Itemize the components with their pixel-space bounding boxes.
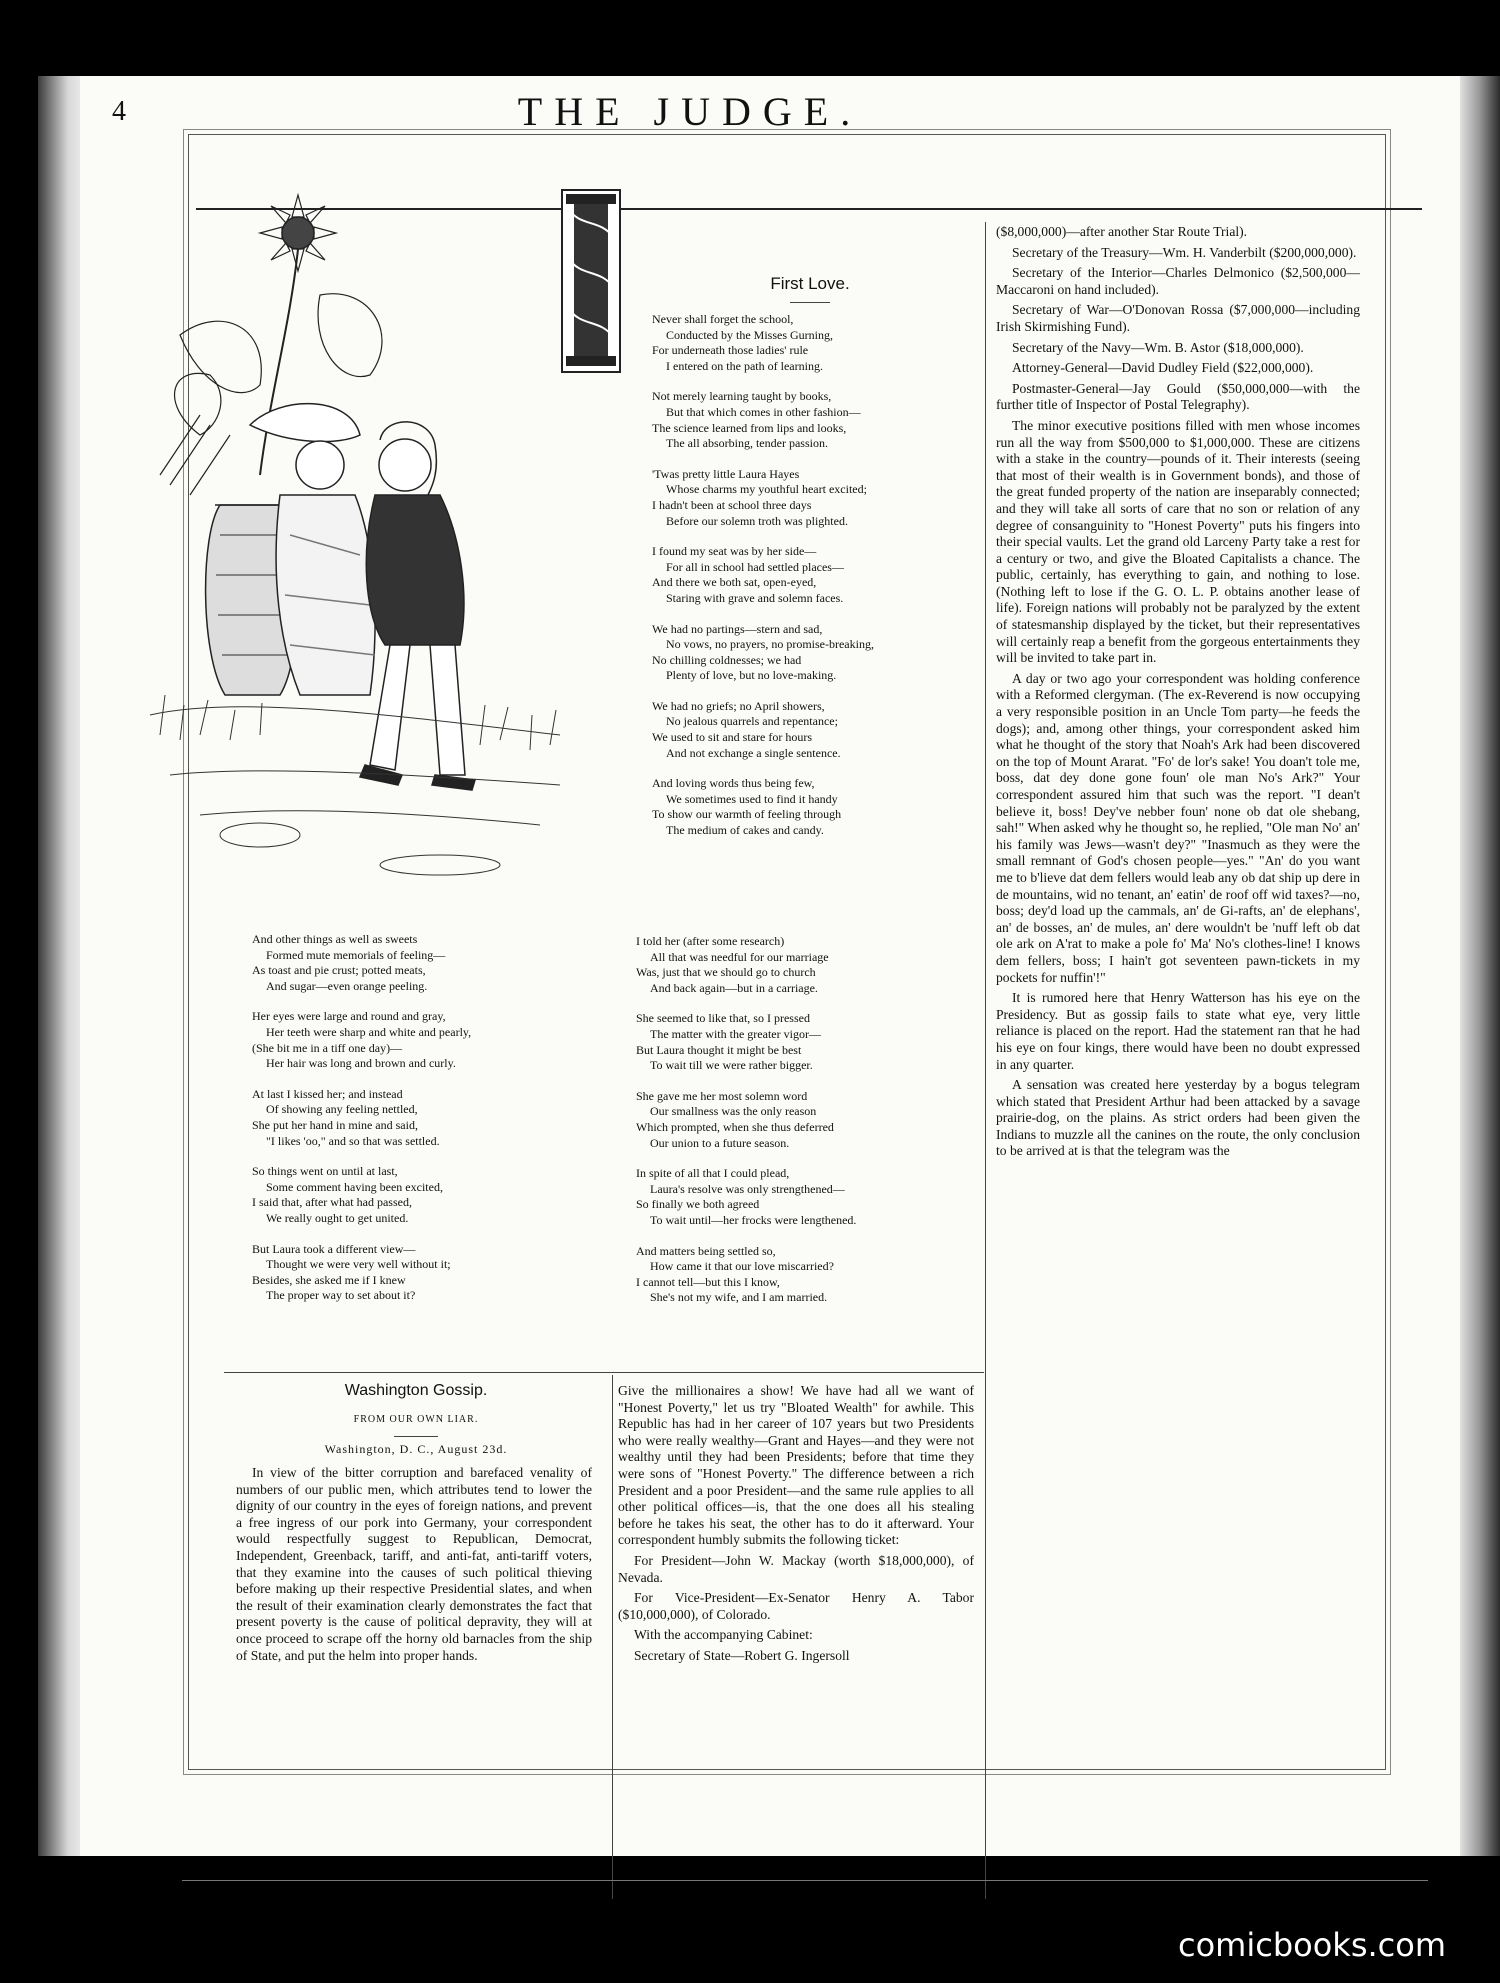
page-number: 4 [112, 96, 126, 127]
poem-stanza [652, 312, 982, 374]
poem-line: For all in school had settled places— [666, 559, 844, 574]
masthead: THE JUDGE. [517, 89, 863, 134]
paragraph: In view of the bitter corruption and barefaced venality of numbers of our public men, which attributes tend to lower the dignity of our country in the eyes of foreign nations, and prevent a free ingress of our pork into Germany, your correspondent would respectfully suggest to Republican, Democrat, Independent, Greenback, tariff, and anti-fat, anti-tariff voters, that they examine into the causes of such political thieving before making up their respective Presidential slates, and when the result of their examination clearly demonstrates the fact that present poverty is the cause of political depravity, they will at once proceed to scrape off the horny old barnacles from the ship of State, and put the helm into proper hands. [236, 1465, 592, 1663]
poem-line: And not exchange a single sentence. [666, 745, 841, 760]
poem-line: The medium of cakes and candy. [666, 823, 824, 838]
poem-stanza [636, 1011, 976, 1073]
gossip-column-1 [236, 1465, 592, 1668]
poem-column-left [252, 932, 582, 1319]
poem-line: At last I kissed her; and instead [252, 1086, 403, 1101]
poem-line: Her eyes were large and round and gray, [252, 1009, 446, 1024]
paragraph: Secretary of State—Robert G. Ingersoll [634, 1647, 850, 1663]
poem-stanza [636, 1166, 976, 1228]
poem-line: Plenty of love, but no love-making. [666, 668, 837, 683]
poem-stanza [652, 699, 982, 761]
poem-line: Her hair was long and brown and curly. [266, 1056, 456, 1071]
poem-line: Never shall forget the school, [652, 312, 794, 326]
poem-title: First Love. [770, 274, 850, 293]
boy-figure [360, 422, 475, 790]
poem-line: Our union to a future season. [650, 1135, 790, 1150]
poem-stanza [636, 1244, 976, 1306]
poem-line: How came it that our love miscarried? [650, 1259, 834, 1274]
poem-line: As toast and pie crust; potted meats, [252, 963, 426, 978]
poem-line: Was, just that we should go to church [636, 965, 816, 980]
gossip-column-3 [996, 224, 1360, 1164]
page-bottom-rule [182, 1880, 1428, 1881]
paragraph: It is rumored here that Henry Watterson has his eye on the Presidency. But as gossip fails to state what eye, very little reliance is placed on the report. Had the statement ran that he had his eye on four kings, there would have been no doubt expressed in any quarter. [996, 990, 1360, 1072]
poem-line: She put her hand in mine and said, [252, 1117, 418, 1132]
article-byline: FROM OUR OWN LIAR. [353, 1414, 479, 1425]
poem-line: We really ought to get united. [266, 1210, 409, 1225]
poem-line: And loving words thus being few, [652, 776, 815, 791]
poem-line: So finally we both agreed [636, 1197, 760, 1212]
poem-line: Before our solemn troth was plighted. [666, 513, 848, 528]
poem-line: She seemed to like that, so I pressed [636, 1011, 810, 1026]
poem-line: In spite of all that I could plead, [636, 1166, 790, 1181]
paragraph: ($8,000,000)—after another Star Route Trial). [996, 224, 1248, 239]
paragraph: Attorney-General—David Dudley Field ($22,000,000). [1012, 360, 1314, 376]
poem-line: I hadn't been at school three days [652, 497, 812, 512]
poem-stanza [652, 776, 982, 838]
poem-line: To wait till we were rather bigger. [650, 1058, 813, 1073]
paragraph: A day or two ago your correspondent was holding conference with a Reformed clergyman. (The ex-Reverend is now occupying a very responsible position in an Uncle Tom party—he feeds the dogs); and, among other things, your correspondent asked him what he thought of the story that Noah's Ark had been discovered on the top of Mount Ararat. "Fo' de lor's sake! You doan't tole me, boss, dat dey done gone foun' ole man No's Ark?" Your correspondent assured him that such was the report. "I dean't believe it, boss! Dey've nebber foun' none ob dat ole shebang, sah!" When asked why he thought so, he replied, "Ole man No' an' his family was Jews—wasn't dey?" "Inasmuch as they were the small remnant of God's chosen people—yes." "An' do you want me to b'lieve dat dem fellers would leab any ob dat ship up dere in de mountains, wid no tenant, an' eatin' de roof off wid taxes?—no, boss; dey'd load up the cammals, an' de Gi-rafts, an' de elephans', an' de bosses, an' de mules, an' dere wouldn't be 'nuff left ob dat ole ark on A'rat to make a pole fo' Ma' No's clothes-line! I knows dem fellers, boss; I hain't got seventeen pawn-tickets in my pockets for nuffin'!" [996, 670, 1360, 985]
poem-line: No jealous quarrels and repentance; [666, 714, 838, 729]
poem-line: Some comment having been excited, [266, 1179, 443, 1194]
poem-line: Which prompted, when she thus deferred [636, 1119, 834, 1134]
poem-line: The proper way to set about it? [266, 1288, 416, 1303]
poem-line: So things went on until at last, [252, 1164, 398, 1179]
poem-stanza [252, 1087, 582, 1149]
poem-stanza [652, 544, 982, 606]
poem-line: The matter with the greater vigor— [650, 1026, 821, 1041]
grass-ground [150, 695, 560, 875]
poem-bottom-rule [224, 1372, 984, 1373]
column-rule-2 [985, 222, 986, 1899]
poem-line: She's not my wife, and I am married. [650, 1290, 828, 1305]
poem-line: We sometimes used to find it handy [666, 791, 838, 806]
poem-line: And matters being settled so, [636, 1243, 776, 1258]
poem-line: We used to sit and stare for hours [652, 730, 812, 745]
poem-line: (She bit me in a tiff one day)— [252, 1040, 403, 1055]
poem-line: Of showing any feeling nettled, [266, 1102, 418, 1117]
poem-line: But Laura thought it might be best [636, 1042, 802, 1057]
poem-line: Conducted by the Misses Gurning, [666, 327, 833, 342]
poem-line: She gave me her most solemn word [636, 1088, 808, 1103]
poem-line: And back again—but in a carriage. [650, 980, 818, 995]
book-binding-right [1458, 76, 1500, 1856]
poem-line: The all absorbing, tender passion. [666, 436, 828, 451]
paragraph: For President—John W. Mackay (worth $18,000,000), of Nevada. [618, 1552, 974, 1585]
poem-line: But that which comes in other fashion— [666, 404, 861, 419]
poem-column-right-lower [636, 934, 976, 1321]
gossip-column-2 [618, 1383, 974, 1669]
poem-stanza [636, 1089, 976, 1151]
poem-line: I told her (after some research) [636, 934, 785, 948]
paragraph: Secretary of the Interior—Charles Delmonico ($2,500,000—Maccaroni on hand included). [996, 265, 1360, 297]
poem-stanza [252, 1242, 582, 1304]
children-sunflower-illustration [140, 175, 600, 895]
poem-line: Our smallness was the only reason [650, 1104, 817, 1119]
article-dateline: Washington, D. C., August 23d. [324, 1442, 508, 1456]
poem-line: I cannot tell—but this I know, [636, 1274, 780, 1289]
poem-line: Whose charms my youthful heart excited; [666, 482, 867, 497]
paragraph: A sensation was created here yesterday by a bogus telegram which stated that President Arthur had been attacked by a savage prairie-dog, on the plains. As strict orders had been given the Indians to muzzle all the canines on the route, the only conclusion to be arrived at is that the telegram was the [996, 1077, 1360, 1159]
paragraph: Secretary of the Treasury—Wm. H. Vanderbilt ($200,000,000). [1012, 244, 1357, 260]
poem-line: The science learned from lips and looks, [652, 420, 847, 435]
poem-stanza [652, 622, 982, 684]
poem-line: I found my seat was by her side— [652, 544, 817, 559]
byline-rule [394, 1436, 438, 1437]
poem-line: Besides, she asked me if I knew [252, 1272, 406, 1287]
poem-line: And there we both sat, open-eyed, [652, 575, 817, 590]
poem-line: Staring with grave and solemn faces. [666, 590, 844, 605]
poem-line: No chilling coldnesses; we had [652, 652, 802, 667]
poem-stanza [252, 932, 582, 994]
poem-line: "I likes 'oo," and so that was settled. [266, 1133, 440, 1148]
poem-line: Not merely learning taught by books, [652, 389, 832, 404]
poem-line: I said that, after what had passed, [252, 1195, 412, 1210]
poem-line: No vows, no prayers, no promise-breaking, [666, 637, 874, 652]
poem-line: I entered on the path of learning. [666, 358, 823, 373]
paragraph: For Vice-President—Ex-Senator Henry A. Tabor ($10,000,000), of Colorado. [618, 1590, 974, 1622]
poem-line: Thought we were very well without it; [266, 1257, 451, 1272]
paragraph: Secretary of the Navy—Wm. B. Astor ($18,000,000). [1012, 339, 1304, 355]
poem-stanza [636, 934, 976, 996]
poem-line: And other things as well as sweets [252, 932, 418, 946]
poem-line: For underneath those ladies' rule [652, 343, 809, 358]
poem-line: And sugar—even orange peeling. [266, 978, 428, 993]
poem-line: 'Twas pretty little Laura Hayes [652, 466, 800, 481]
poem-line: But Laura took a different view— [252, 1241, 416, 1256]
poem-stanza [652, 467, 982, 529]
poem-line: Laura's resolve was only strengthened— [650, 1181, 845, 1196]
poem-line: We had no partings—stern and sad, [652, 621, 823, 636]
poem-line: All that was needful for our marriage [650, 949, 829, 964]
poem-stanza [252, 1009, 582, 1071]
poem-column-right [652, 312, 982, 854]
decorative-initial-i-icon [560, 188, 622, 374]
leaves-decoration [160, 294, 382, 495]
poem-line: We had no griefs; no April showers, [652, 698, 825, 713]
poem-line: To wait until—her frocks were lengthened. [650, 1212, 857, 1227]
column-rule-1 [612, 1375, 613, 1899]
poem-stanza [652, 389, 982, 451]
article-title: Washington Gossip. [344, 1382, 488, 1399]
paragraph: With the accompanying Cabinet: [634, 1627, 813, 1643]
paragraph: The minor executive positions filled with men whose incomes run all the way from $500,000 to $1,000,000. These are citizens with a stake in the country—pounds of it. Their interests (seeing that most of their wealth is in Government bonds), and those of the great funded property of the nation are inseparably connected; and they will take all sorts of care that no son or relation of any degree of consanguinity to "Honest Poverty" puts his fingers into their special vaults. Let the grand old Larceny Party take a rest for a century or two, and give the Bloated Capitalists a chance. The public, certainly, has everything to gain, and nothing to lose. (Nothing left to lose if the G. O. L. P. obtains another lease of life). Foreign nations will probably not be paralyzed by the extent of statesmanship displayed by the ticket, but their representatives will certainly reap a benefit from the gorgeous entertainments they will be invited to take part in. [996, 417, 1360, 666]
paragraph: Postmaster-General—Jay Gould ($50,000,000—with the further title of Inspector of Postal Telegraphy). [996, 380, 1360, 413]
paragraph: Give the millionaires a show! We have had all we want of "Honest Poverty," let us try "Bloated Wealth" for awhile. This Republic has had in her career of 107 years but two Presidents who were really wealthy—Grant and Hayes—and they were not wealthy until they had been Presidents; before that time they were sons of "Honest Poverty." The difference between a rich President and a poor President—and the same rule applies to all other political offices—is, that the one does all his stealing before he takes his seat, the other has to do it afterward. Your correspondent humbly submits the following ticket: [618, 1383, 974, 1548]
watermark: comicbooks.com [1177, 1926, 1446, 1964]
poem-line: To show our warmth of feeling through [652, 807, 842, 822]
poem-line: Formed mute memorials of feeling— [266, 947, 446, 962]
poem-title-rule [790, 302, 830, 303]
poem-stanza [252, 1164, 582, 1226]
poem-line: Her teeth were sharp and white and pearly, [266, 1024, 472, 1039]
paragraph: Secretary of War—O'Donovan Rossa ($7,000,000—including Irish Skirmishing Fund). [996, 302, 1360, 334]
